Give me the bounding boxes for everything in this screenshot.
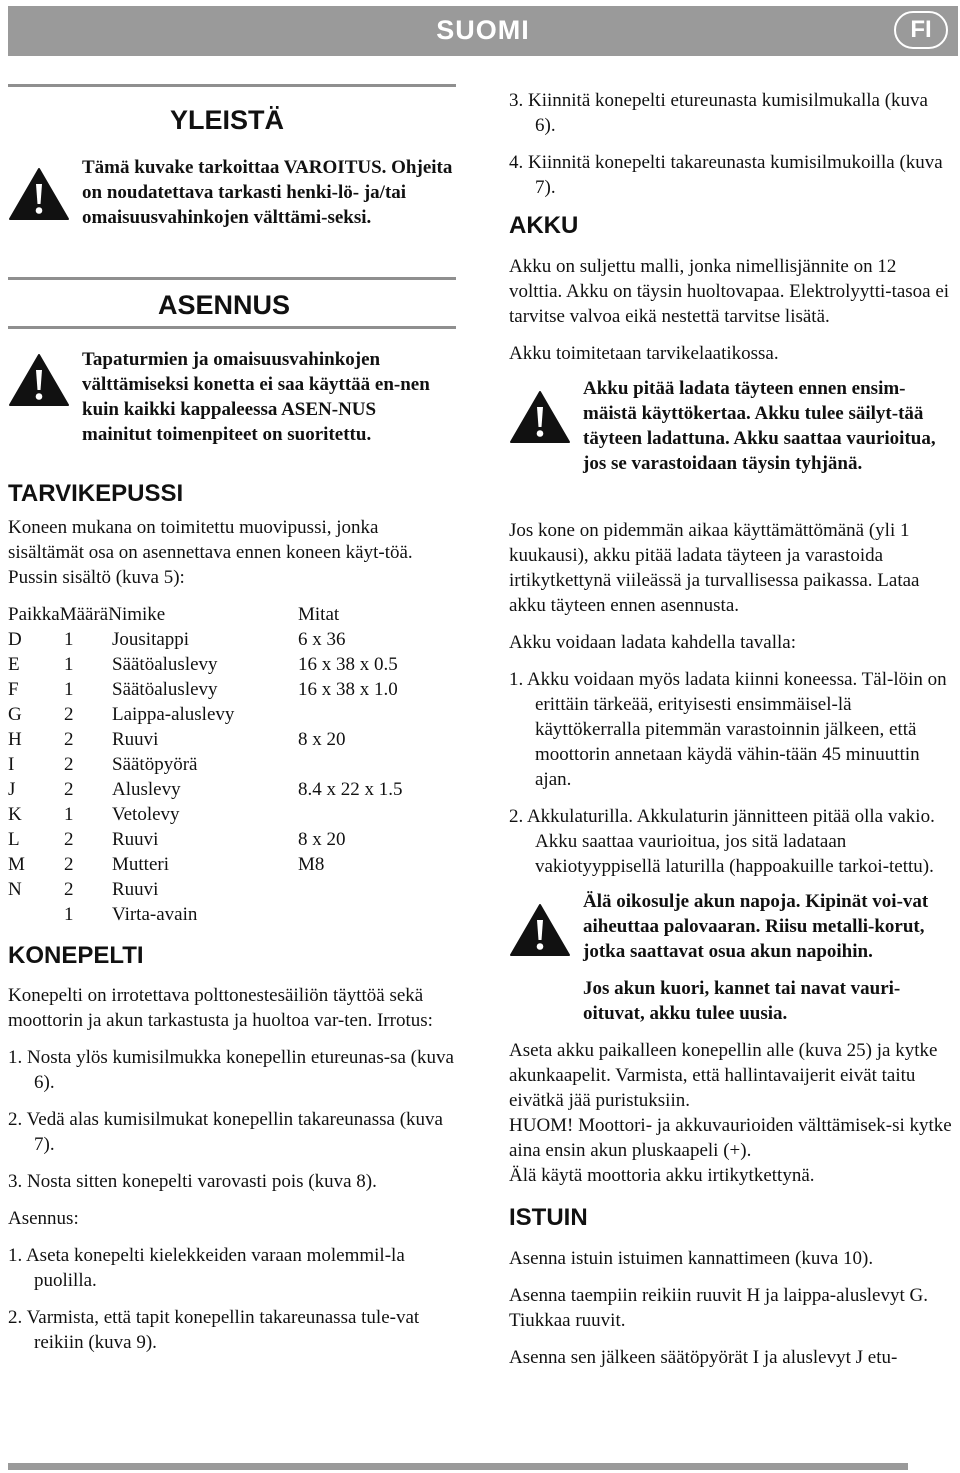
section-rule bbox=[8, 277, 456, 280]
warning-triangle-icon bbox=[8, 353, 70, 407]
parts-cell-pos: E bbox=[8, 654, 20, 675]
parts-cell-qty: 2 bbox=[64, 754, 74, 775]
parts-cell-pos: H bbox=[8, 729, 22, 750]
parts-cell-dim bbox=[298, 702, 448, 727]
parts-table-row bbox=[8, 877, 448, 902]
parts-cell-qty: 1 bbox=[64, 629, 74, 650]
section-title-konepelti: KONEPELTI bbox=[8, 942, 144, 969]
warning-block bbox=[509, 889, 953, 1026]
parts-cell-pos: G bbox=[8, 704, 22, 725]
parts-table-row bbox=[8, 627, 448, 652]
parts-cell-name: Säätöpyörä bbox=[112, 754, 198, 775]
parts-table-row bbox=[8, 677, 448, 702]
footer-bar bbox=[8, 1463, 908, 1470]
page-header bbox=[8, 6, 958, 56]
warning-block bbox=[509, 376, 953, 502]
tarvikepussi-text: Koneen mukana on toimitettu muovipussi, jonka sisältämät osa on asennettava ennen koneen käyt-töä. Pussin sisältö (kuva 5): bbox=[8, 517, 413, 588]
warning-text: Tämä kuvake tarkoittaa VAROITUS. Ohjeita on noudatettava tarkasti henki-lö- ja/tai omaisuusvahinkojen välttämi-seksi. bbox=[82, 157, 453, 228]
parts-cell-name: Ruuvi bbox=[112, 829, 159, 850]
parts-cell-name: Ruuvi bbox=[112, 879, 159, 900]
parts-cell-dim: 6 x 36 bbox=[298, 629, 346, 650]
parts-table-row bbox=[8, 777, 448, 802]
akku-paragraph: Jos kone on pidemmän aikaa käyttämättömänä (yli 1 kuukausi), akku pitää ladata täyteen ja varastoida irtikytkettynä viileässä ja turvallisessa paikassa. Lataa akku täyteen ennen asennusta. bbox=[509, 520, 920, 616]
parts-cell-pos: F bbox=[8, 679, 19, 700]
parts-table-header bbox=[8, 602, 448, 627]
parts-cell-dim bbox=[298, 802, 448, 827]
asennus-label: Asennus: bbox=[8, 1208, 79, 1229]
akku-paragraph: Akku voidaan ladata kahdella tavalla: bbox=[509, 632, 796, 653]
parts-cell-pos: I bbox=[8, 754, 15, 775]
parts-cell-name: Säätöaluslevy bbox=[112, 679, 218, 700]
parts-cell-qty: 2 bbox=[64, 829, 74, 850]
akku-paragraph: HUOM! Moottori- ja akkuvaurioiden välttämisek-si kytke aina ensin akun pluskaapeli (+). bbox=[509, 1115, 952, 1161]
parts-cell-pos: L bbox=[8, 829, 20, 850]
parts-table-row bbox=[8, 652, 448, 677]
irrotus-step: 3. Nosta sitten konepelti varovasti pois (kuva 8). bbox=[8, 1171, 377, 1192]
section-title-istuin: ISTUIN bbox=[509, 1204, 588, 1231]
warning-block bbox=[8, 155, 458, 255]
parts-cell-name: Ruuvi bbox=[112, 729, 159, 750]
parts-cell-name: Laippa-aluslevy bbox=[112, 704, 235, 725]
parts-cell-qty: 2 bbox=[64, 729, 74, 750]
right-column bbox=[509, 88, 953, 1370]
section-title-tarvikepussi: TARVIKEPUSSI bbox=[8, 480, 184, 507]
parts-table-row bbox=[8, 702, 448, 727]
parts-header-qty: Määrä bbox=[59, 604, 109, 625]
parts-cell-name: Vetolevy bbox=[112, 804, 180, 825]
section-rule bbox=[8, 326, 456, 329]
charge-step: 2. Akkulaturilla. Akkulaturin jännitteen pitää olla vakio. Akku saattaa vaurioitua, jos sitä ladataan vakiotyyppisellä laturilla (happoakuille tarkoi-tettu). bbox=[509, 806, 935, 877]
parts-cell-dim bbox=[298, 902, 448, 927]
irrotus-step: 2. Vedä alas kumisilmukat konepellin takareunassa (kuva 7). bbox=[8, 1109, 443, 1155]
parts-cell-pos: J bbox=[8, 779, 16, 800]
parts-header-name: Nimike bbox=[108, 604, 166, 625]
parts-cell-dim: 16 x 38 x 1.0 bbox=[298, 679, 398, 700]
parts-header-dim: Mitat bbox=[298, 604, 340, 625]
section-title-yleista: YLEISTÄ bbox=[170, 105, 285, 135]
parts-cell-dim: 16 x 38 x 0.5 bbox=[298, 654, 398, 675]
warning-triangle-icon bbox=[509, 390, 571, 444]
parts-cell-qty: 2 bbox=[64, 779, 74, 800]
warning-text: Jos akun kuori, kannet tai navat vauri-oituvat, akku tulee uusia. bbox=[583, 978, 901, 1024]
konepelti-step: 4. Kiinnitä konepelti takareunasta kumisilmukoilla (kuva 7). bbox=[509, 152, 943, 198]
parts-table-row bbox=[8, 852, 448, 877]
istuin-paragraph: Asenna istuin istuimen kannattimeen (kuva 10). bbox=[509, 1248, 874, 1269]
warning-triangle-icon bbox=[509, 903, 571, 957]
parts-cell-qty: 1 bbox=[64, 679, 74, 700]
konepelti-step: 3. Kiinnitä konepelti etureunasta kumisilmukalla (kuva 6). bbox=[509, 90, 928, 136]
parts-cell-name: Aluslevy bbox=[112, 779, 181, 800]
parts-cell-dim: M8 bbox=[298, 854, 325, 875]
parts-cell-dim: 8 x 20 bbox=[298, 729, 346, 750]
parts-cell-dim: 8 x 20 bbox=[298, 829, 346, 850]
section-title-asennus: ASENNUS bbox=[158, 290, 291, 320]
akku-paragraph: Akku toimitetaan tarvikelaatikossa. bbox=[509, 343, 779, 364]
header-title: SUOMI bbox=[436, 15, 530, 45]
parts-cell-qty: 1 bbox=[64, 654, 74, 675]
charge-step: 1. Akku voidaan myös ladata kiinni koneessa. Täl-löin on erittäin tärkeää, erityisesti ensimmäisel-lä käyttökerralla pitemmän varastoinnin jälkeen, että moottorin annetaan käydä vähin-tään 45 minuuttin ajan. bbox=[509, 669, 947, 790]
parts-cell-pos: D bbox=[8, 629, 22, 650]
parts-cell-dim: 8.4 x 22 x 1.5 bbox=[298, 779, 403, 800]
parts-cell-name: Virta-avain bbox=[112, 904, 198, 925]
parts-table-row bbox=[8, 827, 448, 852]
parts-cell-name: Mutteri bbox=[112, 854, 169, 875]
parts-cell-qty: 2 bbox=[64, 879, 74, 900]
left-column bbox=[8, 84, 458, 1355]
akku-paragraph: Aseta akku paikalleen konepellin alle (kuva 25) ja kytke akunkaapelit. Varmista, että hallintavaijerit eivät taitu eivätkä jää puristuksiin. bbox=[509, 1040, 938, 1111]
parts-cell-qty: 1 bbox=[64, 904, 74, 925]
parts-cell-pos: K bbox=[8, 804, 22, 825]
parts-cell-pos bbox=[8, 902, 64, 927]
warning-triangle-icon bbox=[8, 167, 70, 221]
akku-paragraph: Älä käytä moottoria akku irtikytkettynä. bbox=[509, 1165, 815, 1186]
asennus-step: 1. Aseta konepelti kielekkeiden varaan molemmil-la puolilla. bbox=[8, 1245, 405, 1291]
warning-text: Tapaturmien ja omaisuusvahinkojen välttämiseksi konetta ei saa käyttää en-nen kuin kaikki kappaleessa ASEN-NUS mainitut toimenpiteet on suoritettu. bbox=[82, 349, 430, 445]
parts-cell-dim bbox=[298, 877, 448, 902]
parts-cell-name: Säätöaluslevy bbox=[112, 654, 218, 675]
parts-cell-qty: 2 bbox=[64, 704, 74, 725]
parts-cell-name: Jousitappi bbox=[112, 629, 190, 650]
istuin-paragraph: Asenna sen jälkeen säätöpyörät I ja aluslevyt J etu- bbox=[509, 1347, 898, 1368]
parts-table-row bbox=[8, 902, 448, 927]
parts-cell-qty: 2 bbox=[64, 854, 74, 875]
akku-paragraph: Akku on suljettu malli, jonka nimellisjännite on 12 volttia. Akku on täysin huoltovapaa. Elektrolyytti-tasoa ei tarvitse valvoa eikä nestettä tarvitse lisätä. bbox=[509, 256, 950, 327]
konepelti-text: Konepelti on irrotettava polttonestesäiliön täyttöä sekä moottorin ja akun tarkastusta ja huoltoa var-ten. Irrotus: bbox=[8, 985, 433, 1031]
irrotus-step: 1. Nosta ylös kumisilmukka konepellin etureunas-sa (kuva 6). bbox=[8, 1047, 454, 1093]
parts-table-row bbox=[8, 802, 448, 827]
asennus-step: 2. Varmista, että tapit konepellin takareunassa tule-vat reikiin (kuva 9). bbox=[8, 1307, 420, 1353]
parts-header-pos: Paikka bbox=[8, 604, 60, 625]
language-badge: FI bbox=[894, 11, 948, 49]
parts-cell-dim bbox=[298, 752, 448, 777]
parts-table-body bbox=[8, 627, 448, 927]
section-rule bbox=[8, 84, 456, 87]
parts-table-row bbox=[8, 752, 448, 777]
parts-cell-pos: M bbox=[8, 854, 25, 875]
parts-cell-pos: N bbox=[8, 879, 22, 900]
warning-text: Akku pitää ladata täyteen ennen ensim-mäistä käyttökertaa. Akku tulee säilyt-tää täyteen ladattuna. Akku saattaa vaurioitua, jos se varastoidaan täysin tyhjänä. bbox=[583, 378, 936, 474]
section-title-akku: AKKU bbox=[509, 212, 579, 239]
istuin-paragraph: Asenna taempiin reikiin ruuvit H ja laippa-aluslevyt G. Tiukkaa ruuvit. bbox=[509, 1285, 928, 1331]
parts-table-row bbox=[8, 727, 448, 752]
parts-cell-qty: 1 bbox=[64, 804, 74, 825]
parts-header-cell bbox=[8, 602, 298, 627]
warning-text: Älä oikosulje akun napoja. Kipinät voi-vat aiheuttaa palovaaran. Riisu metalli-korut, jotka saattavat osua akun napoihin. bbox=[583, 891, 929, 962]
warning-block bbox=[8, 347, 458, 473]
parts-table bbox=[8, 602, 448, 927]
